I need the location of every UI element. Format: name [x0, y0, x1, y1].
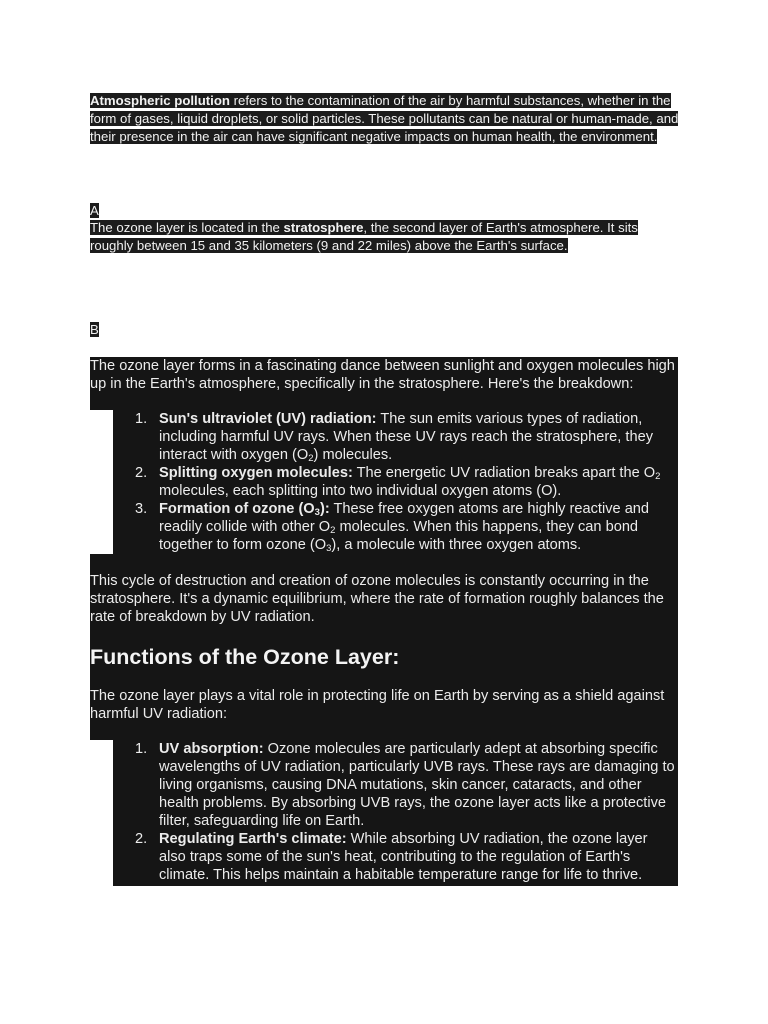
intro-body: refers to the contamination of the air by harmful substances, whether in the form of gases, liquid droplets, or solid particles. These pollutants can be natural or human-made, and their presence in the air can have significant negative impacts on human health, the environment. [90, 93, 679, 144]
section-a-after: , the second layer of Earth's atmosphere. It sits roughly between 15 and 35 kilometers (9 and 22 miles) above the Earth's surface. [90, 220, 638, 253]
list-item-text: While absorbing UV radiation, the ozone layer also traps some of the sun's heat, contributing to the regulation of Earth's climate. This helps maintain a habitable temperature range for life to thrive. [159, 831, 648, 883]
title-part: Formation of ozone (O [159, 501, 315, 517]
list-number: 1. [135, 741, 148, 757]
subscript: 2 [330, 525, 336, 536]
list-item-text: ) molecules. [313, 447, 393, 463]
section-a-text [90, 220, 638, 253]
list-item [113, 830, 678, 884]
section-a-term: stratosphere [283, 220, 364, 235]
subscript: 3 [314, 507, 320, 518]
subscript: 2 [308, 453, 314, 464]
list-item [113, 500, 678, 554]
list-gutter [90, 740, 113, 886]
section-a-letter: A [90, 203, 99, 218]
list-item-text: The energetic UV radiation breaks apart the O [352, 465, 656, 481]
list-item-title: UV absorption: [159, 741, 264, 757]
section-a-paragraph [90, 219, 680, 255]
list-number: 1. [135, 411, 148, 427]
intro-text [90, 93, 678, 144]
section-b-label [90, 321, 99, 339]
list-item-text: molecules, each splitting into two individual oxygen atoms (O). [159, 483, 562, 499]
functions-list [113, 740, 678, 886]
list-item-text: ), a molecule with three oxygen atoms. [331, 537, 582, 553]
formation-intro: The ozone layer forms in a fascinating dance between sunlight and oxygen molecules high up in the Earth's atmosphere, specifically in the stratosphere. Here's the breakdown: [90, 358, 675, 392]
list-item [113, 740, 678, 830]
section-b-block [90, 357, 678, 886]
list-item [113, 410, 678, 464]
list-item-text: Ozone molecules are particularly adept at absorbing specific wavelengths of UV radiation, particularly UVB rays. These rays are damaging to living organisms, causing DNA mutations, skin cancer, cataracts, and other health problems. By absorbing UVB rays, the ozone layer acts like a protective filter, safeguarding life on Earth. [159, 741, 675, 829]
section-b-letter: B [90, 322, 99, 337]
list-item-title: Splitting oxygen molecules: [159, 465, 353, 481]
list-number: 2. [135, 465, 148, 481]
list-item-text: The sun emits various types of radiation, including harmful UV rays. When these UV rays reach the stratosphere, they interact with oxygen (O [159, 411, 653, 463]
list-item-title [159, 501, 330, 517]
list-number: 3. [135, 501, 148, 517]
formation-steps [113, 410, 678, 554]
list-item-title: Sun's ultraviolet (UV) radiation: [159, 411, 377, 427]
list-number: 2. [135, 831, 148, 847]
list-item-text: These free oxygen atoms are highly reactive and readily collide with other O [159, 501, 650, 535]
section-a-before: The ozone layer is located in the [90, 220, 284, 235]
functions-intro: The ozone layer plays a vital role in protecting life on Earth by serving as a shield against harmful UV radiation: [90, 688, 665, 722]
subscript: 2 [655, 471, 661, 482]
cycle-paragraph: This cycle of destruction and creation of ozone molecules is constantly occurring in the stratosphere. It's a dynamic equilibrium, where the rate of formation roughly balances the rate of breakdown by UV radiation. [90, 573, 664, 625]
list-item-text: molecules. When this happens, they can bond together to form ozone (O [159, 519, 639, 553]
intro-term: Atmospheric pollution [90, 93, 230, 108]
subscript: 3 [326, 543, 332, 554]
list-item [113, 464, 678, 500]
intro-paragraph [90, 92, 680, 146]
functions-heading: Functions of the Ozone Layer: [90, 645, 400, 669]
list-item-title: Regulating Earth's climate: [159, 831, 347, 847]
list-gutter [90, 410, 113, 554]
section-a-label [90, 202, 99, 220]
title-part: ): [319, 501, 330, 517]
